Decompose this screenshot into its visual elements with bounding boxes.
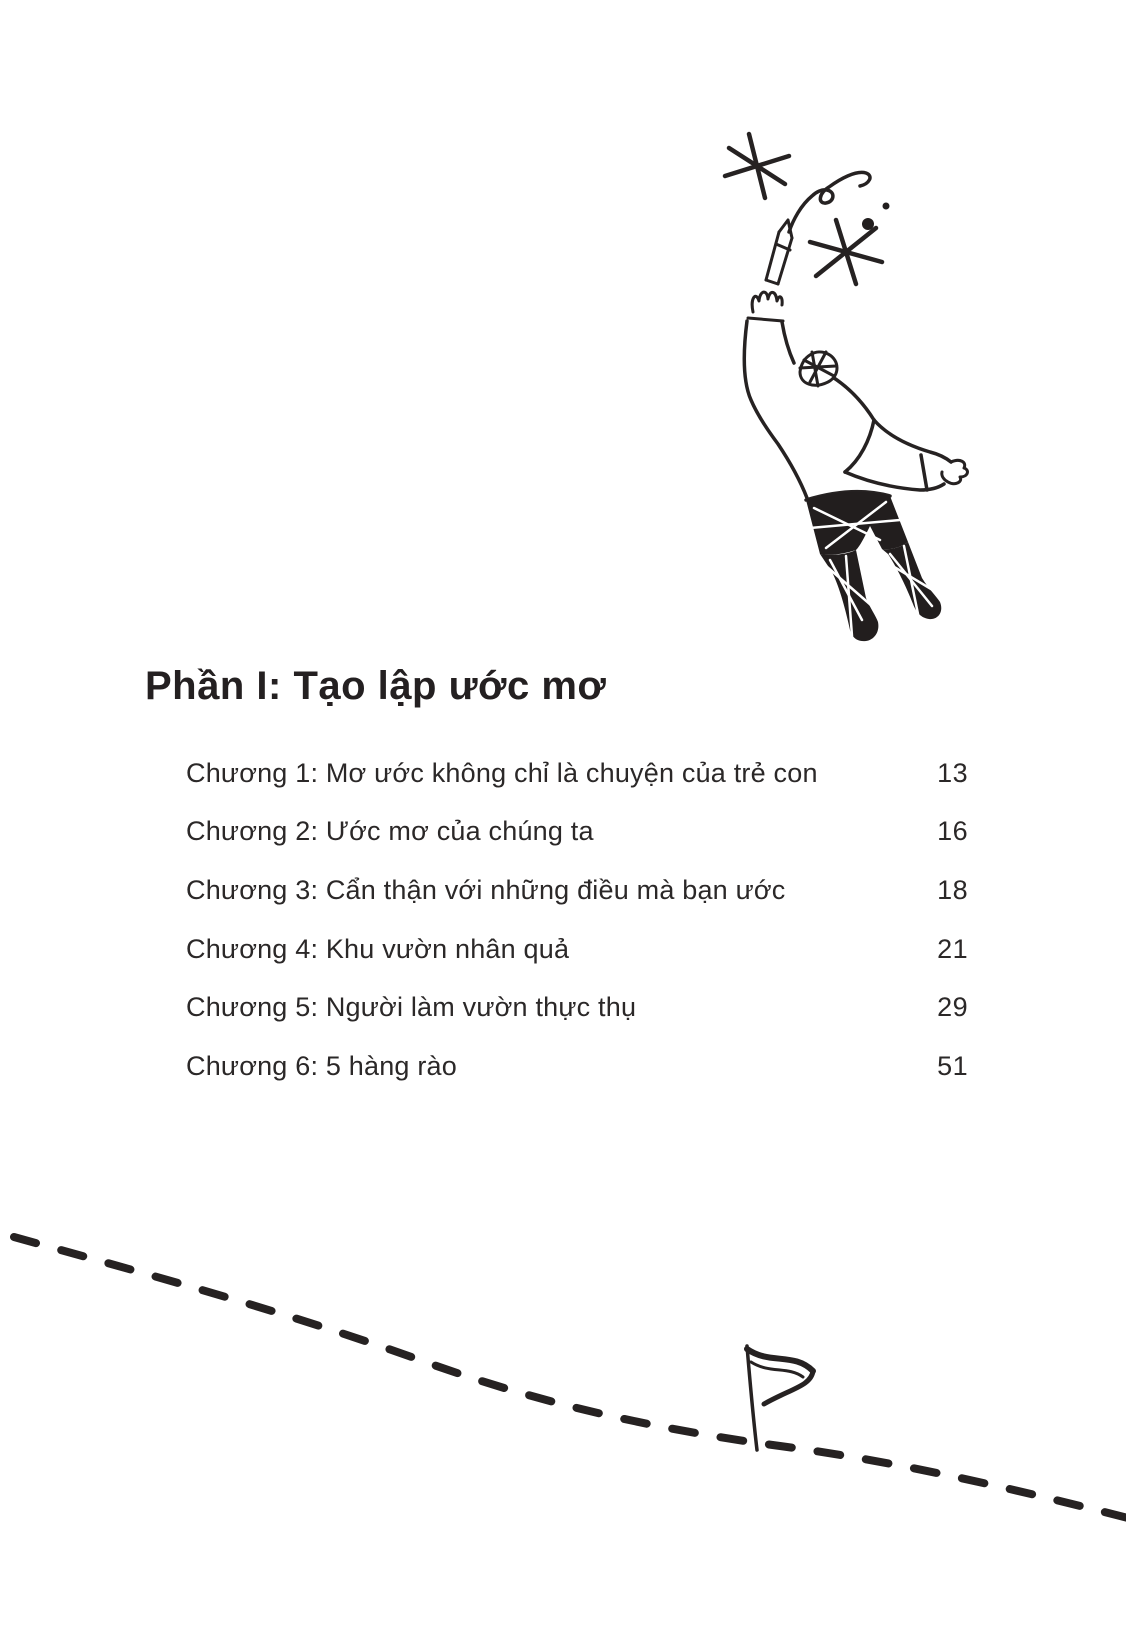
toc-entry-page-number: 51: [937, 1050, 968, 1081]
toc-entry-page-number: 21: [937, 933, 968, 964]
toc-entry-label: Chương 5: Người làm vườn thực thụ: [186, 992, 637, 1023]
toc-row: [186, 1037, 968, 1096]
person-leg-scribble: [820, 550, 878, 641]
wrist-scribble-ball: [800, 352, 837, 386]
toc-row: [186, 920, 968, 979]
floating-person-illustration: [725, 134, 967, 641]
toc-row: [186, 744, 968, 803]
toc-entry-label: Chương 6: 5 hàng rào: [186, 1050, 457, 1081]
toc-entry-page-number: 13: [937, 757, 968, 788]
person-leg-scribble: [882, 542, 941, 619]
toc-row: [186, 803, 968, 862]
sparkle-dot: [883, 203, 890, 210]
sparkle-star-icon: [725, 134, 789, 198]
toc-entry-page-number: 16: [937, 816, 968, 847]
person-body: [744, 321, 951, 500]
person-hand-up: [748, 292, 783, 321]
person-hand-out: [942, 460, 968, 483]
toc-entry-label: Chương 2: Ước mơ của chúng ta: [186, 816, 594, 847]
toc-entry-page-number: 29: [937, 992, 968, 1023]
toc-entry-page-number: 18: [937, 874, 968, 905]
toc-row: [186, 978, 968, 1037]
toc-entry-label: Chương 3: Cẩn thận với những điều mà bạn ước: [186, 874, 786, 905]
sparkle-star-icon: [810, 220, 882, 284]
sparkle-dot: [862, 218, 874, 230]
person-head: [789, 172, 870, 232]
dashed-trail-path: [14, 1237, 1126, 1518]
section-heading: Phần I: Tạo lập ước mơ: [145, 664, 607, 708]
person-shorts-scribble: [806, 492, 908, 555]
toc-list: [186, 744, 968, 1096]
goal-flag-icon: [747, 1346, 813, 1450]
toc-entry-label: Chương 1: Mơ ước không chỉ là chuyện của trẻ con: [186, 757, 818, 788]
pencil-icon: [766, 220, 792, 284]
toc-entry-label: Chương 4: Khu vườn nhân quả: [186, 933, 570, 964]
toc-row: [186, 861, 968, 920]
